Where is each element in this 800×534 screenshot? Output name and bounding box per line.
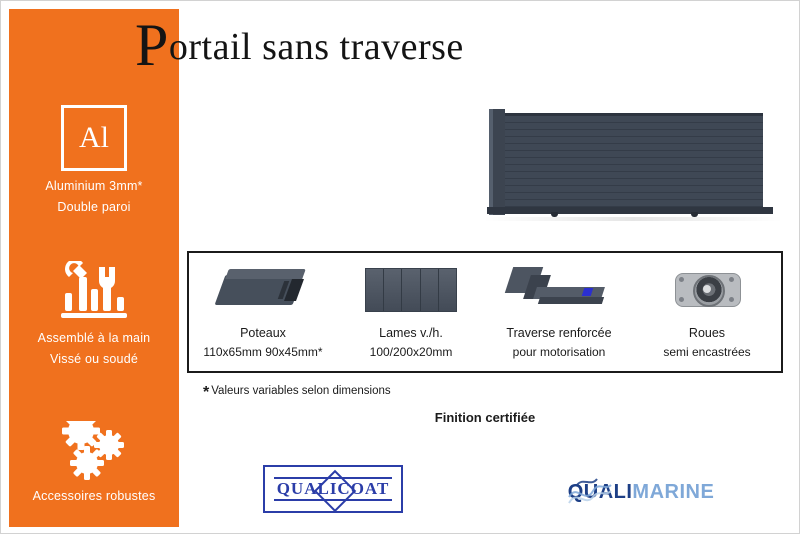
sidebar-caption-assembly-1: Assemblé à la main <box>37 331 151 345</box>
gate-post-shape <box>489 109 505 215</box>
gate-illustration <box>479 107 775 215</box>
footnote-star: * <box>203 384 210 401</box>
certification-heading: Finition certifiée <box>434 410 536 425</box>
component-roues <box>633 253 781 371</box>
footnote <box>203 381 391 399</box>
sidebar-block-aluminium <box>9 105 179 215</box>
gate-shadow <box>483 217 783 221</box>
sidebar-caption-aluminium-1: Aluminium 3mm* <box>45 179 143 193</box>
component-label-roues: Roues <box>688 326 726 340</box>
post-profile-icon <box>189 259 337 321</box>
qualicoat-logo-text: QUALICOAT <box>276 479 390 498</box>
gears-icon <box>9 421 179 481</box>
wave-icon <box>567 473 613 507</box>
sidebar-block-assembly <box>9 261 179 367</box>
qualimarine-logo <box>561 471 721 513</box>
components-box <box>187 251 783 373</box>
sidebar-caption-accessories-1: Accessoires robustes <box>32 489 156 503</box>
component-label-traverse: Traverse renforcée <box>506 326 612 340</box>
gate-panel-shape <box>505 113 763 208</box>
aluminium-icon-text: Al <box>79 121 109 154</box>
component-sub-lames: 100/200x20mm <box>369 344 453 359</box>
component-label-lames: Lames v./h. <box>379 326 443 340</box>
slats-panel-icon <box>337 259 485 321</box>
sidebar-caption-assembly-2: Vissé ou soudé <box>49 351 139 366</box>
qualicoat-logo <box>263 465 403 513</box>
component-lames <box>337 253 485 371</box>
wheel-icon <box>633 259 781 321</box>
reinforced-crossbar-icon <box>485 259 633 321</box>
qualimarine-text-secondary: MARINE <box>632 480 715 503</box>
aluminium-square-icon <box>61 105 127 171</box>
component-traverse <box>485 253 633 371</box>
wrench-tools-icon <box>9 261 179 323</box>
component-poteaux <box>189 253 337 371</box>
page-title <box>135 12 464 78</box>
gate-rail-shape <box>487 207 773 214</box>
footnote-text: Valeurs variables selon dimensions <box>211 385 391 397</box>
sliding-gate-photo <box>471 99 783 223</box>
page-title-rest: ortail sans traverse <box>168 26 464 68</box>
component-label-poteaux: Poteaux <box>240 326 286 340</box>
sidebar-caption-aluminium-2: Double paroi <box>57 199 131 214</box>
component-sub-poteaux: 110x65mm 90x45mm* <box>203 344 323 359</box>
feature-sidebar <box>9 9 179 527</box>
qualimarine-text-primary: QUALI <box>567 480 633 503</box>
page-title-initial: P <box>135 12 169 78</box>
sidebar-block-accessories <box>9 421 179 504</box>
component-sub-traverse: pour motorisation <box>512 344 606 359</box>
component-sub-roues: semi encastrées <box>663 344 751 359</box>
